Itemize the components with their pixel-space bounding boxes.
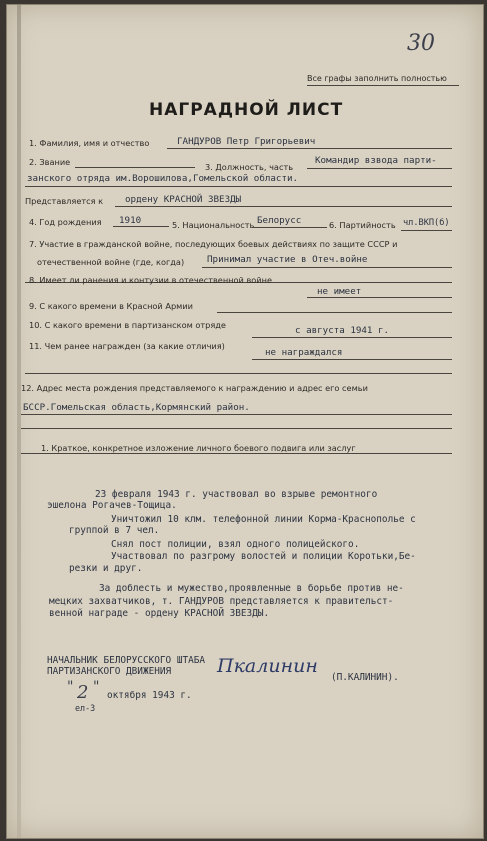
narrative-line-2: эшелона Рогачев-Тощица. <box>47 500 177 511</box>
field-8-line <box>307 297 452 298</box>
field-7-value: Принимал участие в Отеч.войне <box>207 254 368 265</box>
field-5-label: 5. Национальность <box>172 220 255 230</box>
field-10-line <box>252 337 452 338</box>
presented-to-line <box>115 206 452 207</box>
narrative-line-6: Участвовал по разгрому волостей и полиции Коротьки,Бе- <box>111 551 416 562</box>
section-heading-line <box>21 453 452 454</box>
field-11-value: не награждался <box>265 347 343 358</box>
field-10-value: с августа 1941 г. <box>295 325 390 336</box>
field-4-label: 4. Год рождения <box>29 217 102 227</box>
header-note-underline <box>307 85 459 86</box>
field-1-value: ГАНДУРОВ Петр Григорьевич <box>177 136 316 147</box>
narrative-line-7: резки и друг. <box>69 563 143 574</box>
signature-role-line-1: НАЧАЛЬНИК БЕЛОРУССКОГО ШТАБА <box>47 655 206 666</box>
date-quote-open: " <box>67 679 74 695</box>
field-10-label: 10. С какого времени в партизанском отряде <box>29 320 226 330</box>
field-5-value: Белорусс <box>257 215 302 226</box>
field-12-line-2 <box>21 428 452 429</box>
field-6-value: чл.ВКП(б) <box>403 218 450 228</box>
field-1-line <box>167 148 452 149</box>
section-heading: 1. Краткое, конкретное изложение личного боевого подвига или заслуг <box>41 443 356 453</box>
presented-to-value: ордену КРАСНОЙ ЗВЕЗДЫ <box>125 194 242 205</box>
signer-name: (П.КАЛИНИН). <box>331 672 399 683</box>
field-12-value: БССР.Гомельская область,Кормянский район. <box>23 402 250 413</box>
field-1-label: 1. Фамилия, имя и отчество <box>29 138 150 148</box>
narrative-line-8: За доблесть и мужество,проявленные в борьбе против не- <box>99 583 404 594</box>
field-7-label-line-1: 7. Участие в гражданской войне, последующих боевых действиях по защите СССР и <box>29 239 398 249</box>
field-6-line <box>401 230 452 231</box>
field-12-label: 12. Адрес места рождения представляемого к награждению и адрес его семьи <box>21 383 368 393</box>
field-3-value-line-2: занского отряда им.Ворошилова,Гомельской области. <box>27 173 299 184</box>
award-sheet-page <box>6 4 484 839</box>
field-8-value: не имеет <box>317 286 362 297</box>
signature-role-line-2: ПАРТИЗАНСКОГО ДВИЖЕНИЯ <box>47 666 172 677</box>
date-quote-close: " <box>93 679 100 695</box>
narrative-line-10: венной награде - ордену КРАСНОЙ ЗВЕЗДЫ. <box>49 608 270 619</box>
field-6-label: 6. Партийность <box>329 220 396 230</box>
field-2-line <box>75 167 195 168</box>
document-title: НАГРАДНОЙ ЛИСТ <box>149 100 344 120</box>
field-5-line <box>252 227 327 228</box>
field-3-line-1 <box>307 168 452 169</box>
signature-date: октября 1943 г. <box>107 690 192 701</box>
narrative-line-3: Уничтожил 10 клм. телефонной линии Корма-Краснополье с <box>111 514 416 525</box>
document-ref: ел-3 <box>75 703 96 713</box>
field-3-value-line-1: Командир взвода парти- <box>315 155 437 166</box>
narrative-line-9: мецких захватчиков, т. ГАНДУРОВ представляется к правительст- <box>49 596 394 607</box>
field-12-line-1 <box>21 414 452 415</box>
field-3-line-2 <box>25 186 452 187</box>
field-11-label: 11. Чем ранее награжден (за какие отличия) <box>29 341 225 351</box>
field-2-label: 2. Звание <box>29 157 71 167</box>
binding-edge <box>17 5 21 838</box>
page-number: 30 <box>407 31 435 56</box>
field-7-label-line-2: отечественной войне (где, когда) <box>37 257 185 267</box>
field-8-label: 8. Имеет ли ранения и контузии в отечественной войне <box>29 275 273 285</box>
field-3-label: 3. Должность, часть <box>205 162 294 172</box>
handwritten-signature: Пкалинин <box>217 655 318 677</box>
field-9-line <box>217 312 452 313</box>
narrative-line-4: группой в 7 чел. <box>69 525 160 536</box>
field-9-label: 9. С какого времени в Красной Армии <box>29 301 193 311</box>
narrative-line-1: 23 февраля 1943 г. участвовал во взрыве ремонтного <box>95 489 378 500</box>
narrative-line-5: Снял пост полиции, взял одного полицейского. <box>111 539 360 550</box>
field-11-line <box>252 359 452 360</box>
field-7-line <box>202 267 452 268</box>
header-note: Все графы заполнить полностью <box>307 74 447 83</box>
field-4-line <box>113 226 169 227</box>
presented-to-label: Представляется к <box>25 196 104 206</box>
field-4-value: 1910 <box>119 215 142 226</box>
date-day: 2 <box>77 682 89 703</box>
field-11-extra-line <box>25 373 452 374</box>
